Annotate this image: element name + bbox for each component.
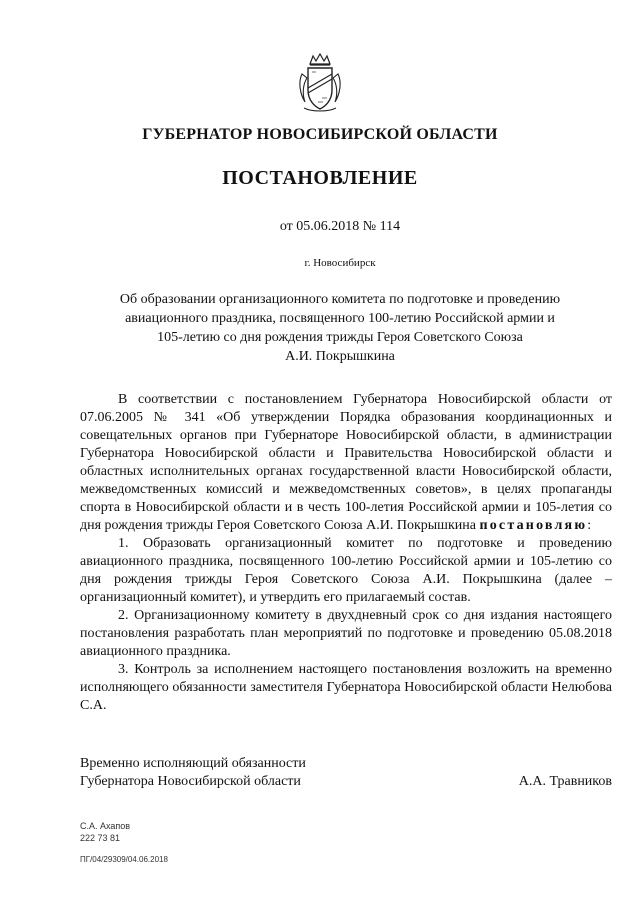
executor-name: С.А. Ахапов	[80, 821, 131, 831]
decree-item-1: 1. Образовать организационный комитет по подготовке и проведению авиационного праздника, посвященного 100-летию Российской армии и 105-летию со дня рождения трижды Героя Советского Союза А.И. Покрышкина (далее – организационный комитет), и утвердить его прилагаемый состав.	[80, 536, 612, 605]
decree-word: постановляю	[479, 518, 588, 533]
issuing-authority: ГУБЕРНАТОР НОВОСИБИРСКОЙ ОБЛАСТИ	[142, 126, 498, 143]
document-type: ПОСТАНОВЛЕНИЕ	[222, 167, 418, 189]
registry-number: ПГ/04/29309/04.06.2018	[80, 855, 168, 864]
preamble-paragraph	[80, 391, 612, 535]
signer-title-line: Временно исполняющий обязанности	[80, 756, 306, 771]
decree-colon: :	[587, 518, 592, 533]
signature-block	[80, 755, 612, 791]
document-body	[80, 391, 612, 715]
signer-title-line: Губернатора Новосибирской области	[80, 774, 301, 789]
decree-item-2: 2. Организационному комитету в двухдневный срок со дня издания настоящего постановления разработать план мероприятий по подготовке и проведению 05.08.2018 авиационного праздника.	[80, 608, 612, 659]
document-city: г. Новосибирск	[304, 257, 376, 269]
subject-line: авиационного праздника, посвященного 100-летию Российской армии и	[125, 311, 555, 326]
signer-name: А.А. Травников	[518, 774, 612, 789]
subject-line: Об образовании организационного комитета по подготовке и проведению	[119, 292, 561, 307]
subject-line: А.И. Покрышкина	[285, 349, 395, 364]
preamble-text: В соответствии с постановлением Губернатора Новосибирской области от 07.06.2005 № 341 «Об утверждении Порядка образования координационных и совещательных органов при Губернаторе Новосибирской области, в администрации Губернатора Новосибирской области и Правительства Новосибирской области и областных исполнительных органах государственной власти Новосибирской области, межведомственных комиссий и межведомственных советов», в целях пропаганды спорта в Новосибирской области и в честь 100-летия Российской армии и 105-летия со дня рождения трижды Героя Советского Союза А.И. Покрышкина	[80, 392, 612, 533]
document-subject	[80, 290, 600, 366]
subject-line: 105-летию со дня рождения трижды Героя Советского Союза	[157, 330, 523, 345]
decree-item-3: 3. Контроль за исполнением настоящего постановления возложить на временно исполняющего обязанности заместителя Губернатора Новосибирской области Нелюбова С.А.	[80, 662, 612, 713]
executor-phone: 222 73 81	[80, 833, 121, 843]
coat-of-arms-icon	[296, 52, 344, 114]
document-date-number: от 05.06.2018 № 114	[279, 219, 401, 234]
